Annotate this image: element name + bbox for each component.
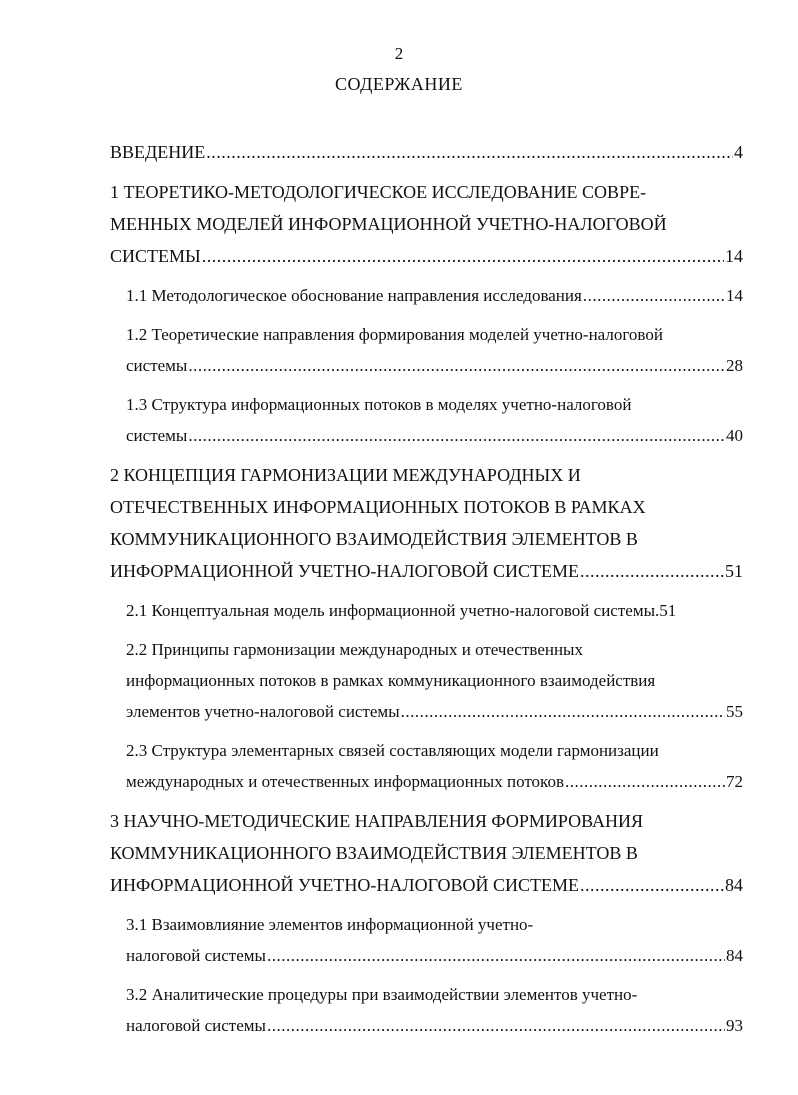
toc-entry-line: КОММУНИКАЦИОННОГО ВЗАИМОДЕЙСТВИЯ ЭЛЕМЕНТОВ В (110, 843, 638, 863)
toc-entry-text: 1.1 Методологическое обоснование направления исследования (126, 286, 582, 305)
toc-entry-chapter-3[interactable] (110, 805, 743, 901)
toc-entry-section-3-2[interactable] (126, 979, 743, 1041)
dot-leader (188, 420, 725, 451)
toc-leader-line (126, 420, 743, 451)
toc-entry-text: системы (126, 356, 188, 375)
toc-entry-line: 2 КОНЦЕПЦИЯ ГАРМОНИЗАЦИИ МЕЖДУНАРОДНЫХ И (110, 465, 581, 485)
toc-leader-line (110, 555, 743, 587)
toc-leader-line (126, 280, 743, 311)
toc-leader-line (110, 240, 743, 272)
toc-entry-section-2-2[interactable] (126, 634, 743, 727)
toc-entry-text: налоговой системы (126, 946, 266, 965)
toc-leader-line (126, 696, 743, 727)
toc-entry-line: 1 ТЕОРЕТИКО-МЕТОДОЛОГИЧЕСКОЕ ИССЛЕДОВАНИЕ СОВРЕ- (110, 182, 647, 202)
toc-entry-text: ИНФОРМАЦИОННОЙ УЧЕТНО-НАЛОГОВОЙ СИСТЕМЕ (110, 561, 580, 581)
toc-page-number: 93 (726, 1016, 743, 1035)
toc-entry-section-1-3[interactable] (126, 389, 743, 451)
dot-leader (267, 1010, 725, 1041)
toc-entry-line: ОТЕЧЕСТВЕННЫХ ИНФОРМАЦИОННЫХ ПОТОКОВ В РАМКАХ (110, 497, 646, 517)
toc-entry-text: ВВЕДЕНИЕ (110, 142, 206, 162)
dot-leader (583, 280, 725, 311)
page-number: 2 (394, 44, 404, 63)
dot-leader (188, 350, 725, 381)
dot-leader (267, 940, 725, 971)
toc-leader-line (126, 766, 743, 797)
toc-entry-text: системы (126, 426, 188, 445)
toc-entry-section-2-1[interactable] (126, 595, 743, 626)
toc-entry-text: СИСТЕМЫ (110, 246, 201, 266)
toc-entry-line: информационных потоков в рамках коммуникационного взаимодействия (126, 671, 656, 690)
toc-leader-line (110, 869, 743, 901)
toc-leader-line (126, 1010, 743, 1041)
toc-leader-line (126, 940, 743, 971)
dot-leader (206, 136, 733, 168)
toc-page-number: 51 (725, 561, 743, 581)
toc-page-number: 84 (726, 946, 743, 965)
dot-leader (401, 696, 725, 727)
toc-page-number: 14 (726, 286, 743, 305)
dot-leader (565, 766, 725, 797)
toc-leader-line (126, 595, 743, 626)
toc-entry-line: 3 НАУЧНО-МЕТОДИЧЕСКИЕ НАПРАВЛЕНИЯ ФОРМИРОВАНИЯ (110, 811, 643, 831)
toc-entry-line: 1.3 Структура информационных потоков в моделях учетно-налоговой (126, 395, 632, 414)
toc-entry-chapter-2[interactable] (110, 459, 743, 587)
toc-entry-line: 2.3 Структура элементарных связей составляющих модели гармонизации (126, 741, 659, 760)
dot-leader (580, 555, 724, 587)
toc-entry-line: 3.1 Взаимовлияние элементов информационной учетно- (126, 915, 534, 934)
toc-leader-line (126, 350, 743, 381)
toc-page-number: 4 (734, 142, 743, 162)
toc-entry-section-2-3[interactable] (126, 735, 743, 797)
dot-leader (202, 240, 724, 272)
toc-entry-text: налоговой системы (126, 1016, 266, 1035)
toc-entry-line: МЕННЫХ МОДЕЛЕЙ ИНФОРМАЦИОННОЙ УЧЕТНО-НАЛОГОВОЙ (110, 214, 667, 234)
toc-page-number: 55 (726, 702, 743, 721)
page-title: СОДЕРЖАНИЕ (335, 74, 463, 94)
toc-entry-section-3-1[interactable] (126, 909, 743, 971)
toc-entry-chapter-1[interactable] (110, 176, 743, 272)
toc-page-number: 28 (726, 356, 743, 375)
toc-entry-section-1-2[interactable] (126, 319, 743, 381)
toc-entry-text: 2.1 Концептуальная модель информационной учетно-налоговой системы. (126, 601, 660, 620)
toc-page-number: 40 (726, 426, 743, 445)
toc-leader-line (110, 136, 743, 168)
toc-entry-line: 3.2 Аналитические процедуры при взаимодействии элементов учетно- (126, 985, 638, 1004)
toc-entry-text: международных и отечественных информационных потоков (126, 772, 564, 791)
toc-entry-line: 2.2 Принципы гармонизации международных и отечественных (126, 640, 583, 659)
table-of-contents (110, 136, 743, 1041)
toc-entry-text: ИНФОРМАЦИОННОЙ УЧЕТНО-НАЛОГОВОЙ СИСТЕМЕ (110, 875, 580, 895)
toc-page-number: 51 (659, 601, 677, 620)
toc-entry-line: 1.2 Теоретические направления формирования моделей учетно-налоговой (126, 325, 663, 344)
toc-entry-section-1-1[interactable] (126, 280, 743, 311)
dot-leader (580, 869, 724, 901)
toc-entry-text: элементов учетно-налоговой системы (126, 702, 400, 721)
toc-entry-line: КОММУНИКАЦИОННОГО ВЗАИМОДЕЙСТВИЯ ЭЛЕМЕНТОВ В (110, 529, 638, 549)
toc-entry-intro[interactable] (110, 136, 743, 168)
toc-page-number: 72 (726, 772, 743, 791)
toc-page-number: 14 (725, 246, 743, 266)
toc-page-number: 84 (725, 875, 743, 895)
